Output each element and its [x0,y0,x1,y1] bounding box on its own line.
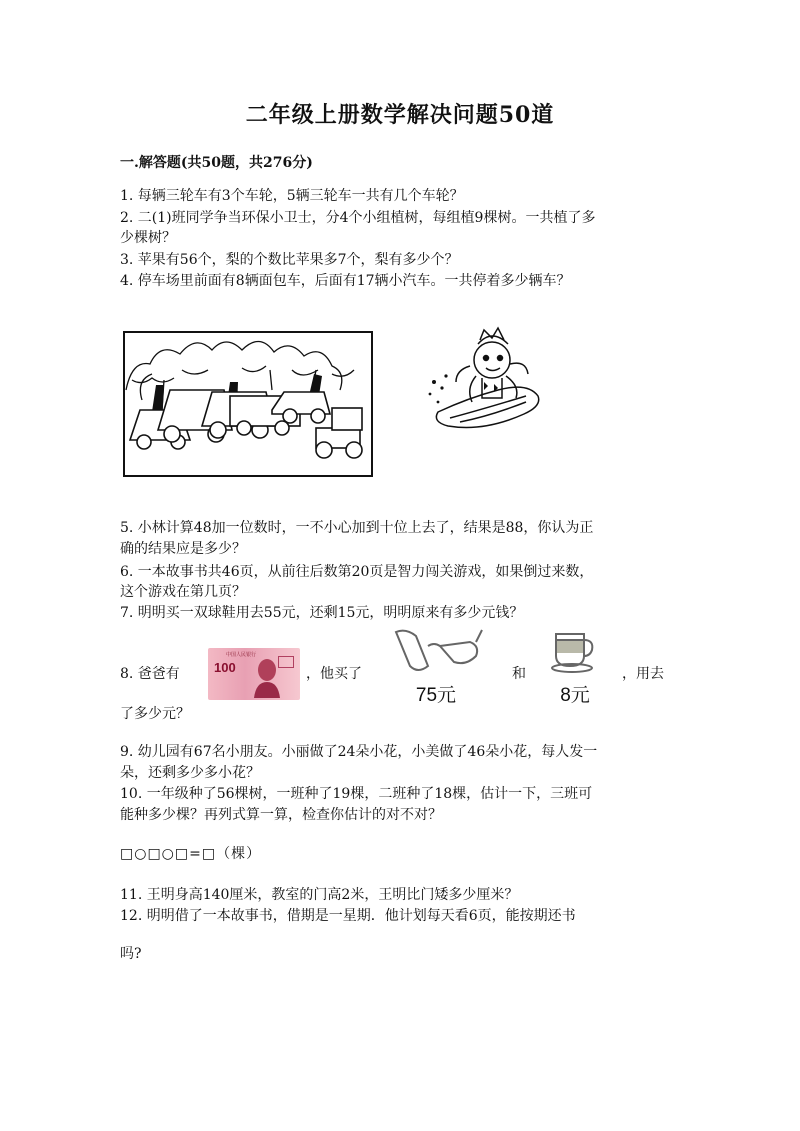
question-9-line-2: 朵，还剩多少多小花？ [120,765,260,781]
question-6-line-1: 6. 一本故事书共46页，从前往后数第20页是智力闯关游戏，如果倒过来数， [120,564,594,580]
question-12-line-1: 12. 明明借了一本故事书，借期是一星期．他计划每天看6页，能按期还书 [120,908,576,924]
question-10-line-1: 10. 一年级种了56棵树，一班种了19棵，二班种了18棵，估计一下，三班可 [120,786,593,802]
glasses-price: 75元 [415,685,457,706]
question-5-line-2: 确的结果应是多少？ [120,541,246,557]
cup-icon [548,628,600,674]
snowboard-cat-illustration [420,322,550,442]
question-12-line-2: 吗? [120,946,142,962]
question-8-tail: 了多少元？ [120,706,190,722]
question-5-line-1: 5. 小林计算48加一位数时，一不小心加到十位上去了，结果是88，你认为正 [120,520,594,536]
question-4: 4. 停车场里前面有8辆面包车，后面有17辆小汽车。一共停着多少辆车？ [120,273,571,289]
cup-price: 8元 [560,685,590,706]
question-3: 3. 苹果有56个，梨的个数比苹果多7个，梨有多少个？ [120,252,459,268]
parking-lot-illustration [122,330,374,478]
question-2-line-1: 2. 二(1)班同学争当环保小卫士，分4个小组植树，每组植9棵树。一共植了多 [120,210,596,226]
question-8-prefix: 8. 爸爸有 [120,666,180,682]
question-11: 11. 王明身高140厘米，教室的门高2米，王明比门矮多少厘米？ [120,887,519,903]
question-8-and: 和 [512,666,526,682]
question-8-suffix: ，用去 [622,666,664,682]
question-1: 1. 每辆三轮车有3个车轮，5辆三轮车一共有几个车轮？ [120,188,464,204]
question-2-line-2: 少棵树？ [120,230,176,246]
section-heading: 一.解答题(共50题，共276分) [120,155,313,171]
question-6-line-2: 这个游戏在第几页？ [120,584,246,600]
question-10-line-2: 能种多少棵？再列式算一算，检查你估计的对不对？ [120,807,442,823]
page-title: 二年级上册数学解决问题50道 [245,102,555,128]
banknote-100-image [208,648,300,700]
banknote-value: 100 [214,660,236,675]
glasses-icon [392,626,484,672]
question-8-mid: ，他买了 [306,666,362,682]
banknote-header: 中国人民银行 [226,652,257,658]
question-7: 7. 明明买一双球鞋用去55元，还剩15元，明明原来有多少元钱？ [120,605,524,621]
question-9-line-1: 9. 幼儿园有67名小朋友。小丽做了24朵小花，小美做了46朵小花，每人发一 [120,744,598,760]
answer-formula: □○□○□=□（棵） [120,846,262,862]
